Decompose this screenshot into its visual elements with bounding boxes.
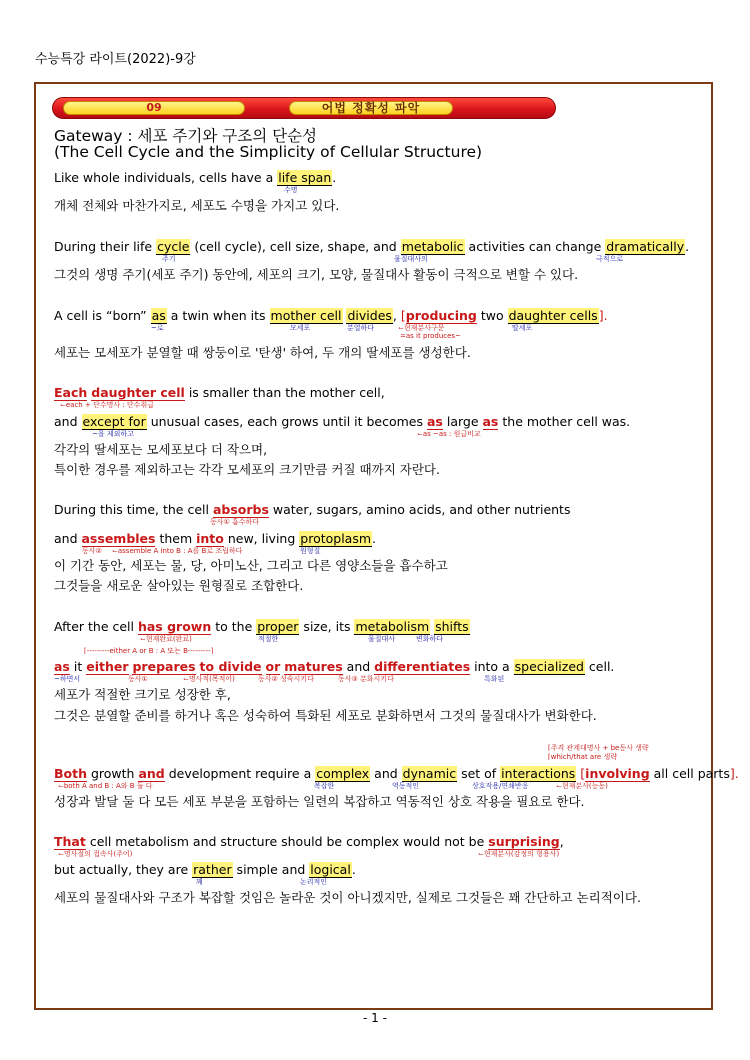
- note: 극적으로: [596, 255, 624, 263]
- note: 동사② 성숙시키다: [258, 675, 314, 683]
- sentence-5-ko-2: 그것들을 새로운 살아있는 원형질로 조합한다.: [54, 578, 304, 593]
- sentence-4-ko-2: 특이한 경우를 제외하고는 각각 모세포의 크기만큼 커질 때까지 자란다.: [54, 462, 440, 477]
- sentence-5-ko-1: 이 기간 동안, 세포는 물, 당, 아미노산, 그리고 다른 영양소들을 흡수하고: [54, 558, 448, 573]
- note: ⌈which/that are 생략: [548, 753, 617, 761]
- note: ⌙현재완료(완료): [140, 635, 192, 643]
- note: ⌙each + 단수명사 : 단수취급: [60, 401, 154, 409]
- sentence-1-en: Like whole individuals, cells have a life span.: [54, 170, 337, 185]
- note: 수명: [284, 186, 298, 194]
- note: 동사②: [82, 547, 102, 555]
- sentence-3-en: A cell is “born” as a twin when its mother cell divides, [producing two daughter cells].: [54, 308, 608, 323]
- note: ⌈---------either A or B : A 또는 B---------⌉: [84, 647, 214, 655]
- note: ⌙현재분사(능동): [556, 782, 608, 790]
- note: 꽤: [196, 878, 203, 886]
- note: ⌙현재분사(감정의 형용사): [478, 850, 560, 858]
- sentence-8-en-1: That cell metabolism and structure should be complex would not be surprising,: [54, 834, 564, 849]
- note: 분열하다: [347, 324, 375, 332]
- note: 적절한: [258, 635, 279, 643]
- section-label: 어법 정확성 파악: [289, 101, 453, 115]
- sentence-7-ko: 성장과 발달 둘 다 모든 세포 부분을 포함하는 일련의 복잡하고 역동적인 상호 작용을 필요로 한다.: [54, 794, 585, 809]
- sentence-5-en-2: and assembles them into new, living protoplasm.: [54, 531, 377, 546]
- note: 물질대사의: [394, 255, 428, 263]
- note: ⌈주격 관계대명사 + be동사 생략: [548, 744, 649, 752]
- section-banner: [52, 97, 556, 119]
- sentence-2-en: During their life cycle (cell cycle), cell size, shape, and metabolic activities can change dramatically.: [54, 239, 690, 254]
- document-header: 수능특강 라이트(2022)-9강: [35, 52, 196, 67]
- sentence-8-ko: 세포의 물질대사와 구조가 복잡할 것임은 놀라운 것이 아니겠지만, 실제로 그것들은 꽤 간단하고 논리적이다.: [54, 890, 641, 905]
- sentence-6-ko-2: 그것은 분열할 준비를 하거나 혹은 성숙하여 특화된 세포로 분화하면서 그것의 물질대사가 변화한다.: [54, 708, 597, 723]
- note: ~하면서: [54, 675, 81, 683]
- sentence-3-ko: 세포는 모세포가 분열할 때 쌍둥이로 '탄생' 하여, 두 개의 딸세포를 생성한다.: [54, 345, 471, 360]
- section-number: 09: [63, 101, 245, 115]
- sentence-4-ko-1: 각각의 딸세포는 모세포보다 더 작으며,: [54, 442, 268, 457]
- note: ⌙both A and B : A와 B 둘 다: [58, 782, 153, 790]
- sentence-6-en-1: After the cell has grown to the proper size, its metabolism shifts: [54, 619, 469, 634]
- sentence-6-en-2: as it either prepares to divide or matures and differentiates into a specialized cell.: [54, 659, 615, 674]
- note: ⌙as ~as : 원급비교: [417, 430, 481, 438]
- note: 역동적인: [392, 782, 420, 790]
- sentence-2-ko: 그것의 생명 주기(세포 주기) 동안에, 세포의 크기, 모양, 물질대사 활동이 극적으로 변할 수 있다.: [54, 267, 579, 282]
- sentence-1-ko: 개체 전체와 마찬가지로, 세포도 수명을 가지고 있다.: [54, 198, 340, 213]
- sentence-8-en-2: but actually, they are rather simple and logical.: [54, 862, 356, 877]
- note: 원형질: [300, 547, 321, 555]
- note: ~로: [151, 324, 164, 332]
- note: 특화된: [484, 675, 505, 683]
- gateway-title-en: (The Cell Cycle and the Simplicity of Cellular Structure): [54, 143, 483, 161]
- page-number: - 1 -: [363, 1011, 387, 1025]
- gateway-title-ko: Gateway : 세포 주기와 구조의 단순성: [54, 127, 318, 145]
- note: 동사① 흡수하다: [210, 518, 260, 526]
- note: 주기: [162, 255, 176, 263]
- note: ⌙명사절의 접속사(주어): [58, 850, 133, 858]
- note: 모세포: [290, 324, 311, 332]
- sentence-7-en: Both growth and development require a complex and dynamic set of interactions [involving all cell parts].: [54, 766, 739, 781]
- sentence-5-en-1: During this time, the cell absorbs water, sugars, amino acids, and other nutrients: [54, 502, 571, 517]
- note: 논리적인: [300, 878, 328, 886]
- note: 동사③ 분화시키다: [338, 675, 394, 683]
- note: 복잡한: [314, 782, 335, 790]
- note: 변화하다: [416, 635, 444, 643]
- note: =as it produces~: [400, 332, 461, 340]
- note: 물질대사: [368, 635, 396, 643]
- note: ~을 제외하고: [92, 430, 134, 438]
- sentence-4-en-1: Each daughter cell is smaller than the mother cell,: [54, 385, 385, 400]
- sentence-6-ko-1: 세포가 적절한 크기로 성장한 후,: [54, 687, 231, 702]
- note: 딸세포: [512, 324, 533, 332]
- note: ⌙현재분사구문: [398, 324, 445, 332]
- sentence-4-en-2: and except for unusual cases, each grows until it becomes as large as the mother cell was.: [54, 414, 631, 429]
- note: 동사①: [128, 675, 148, 683]
- note: ⌙assemble A into B : A를 B로 조립하다: [112, 547, 243, 555]
- note: ⌙명사적(목적어): [183, 675, 235, 683]
- note: 상호작용/연쇄반응: [472, 782, 529, 790]
